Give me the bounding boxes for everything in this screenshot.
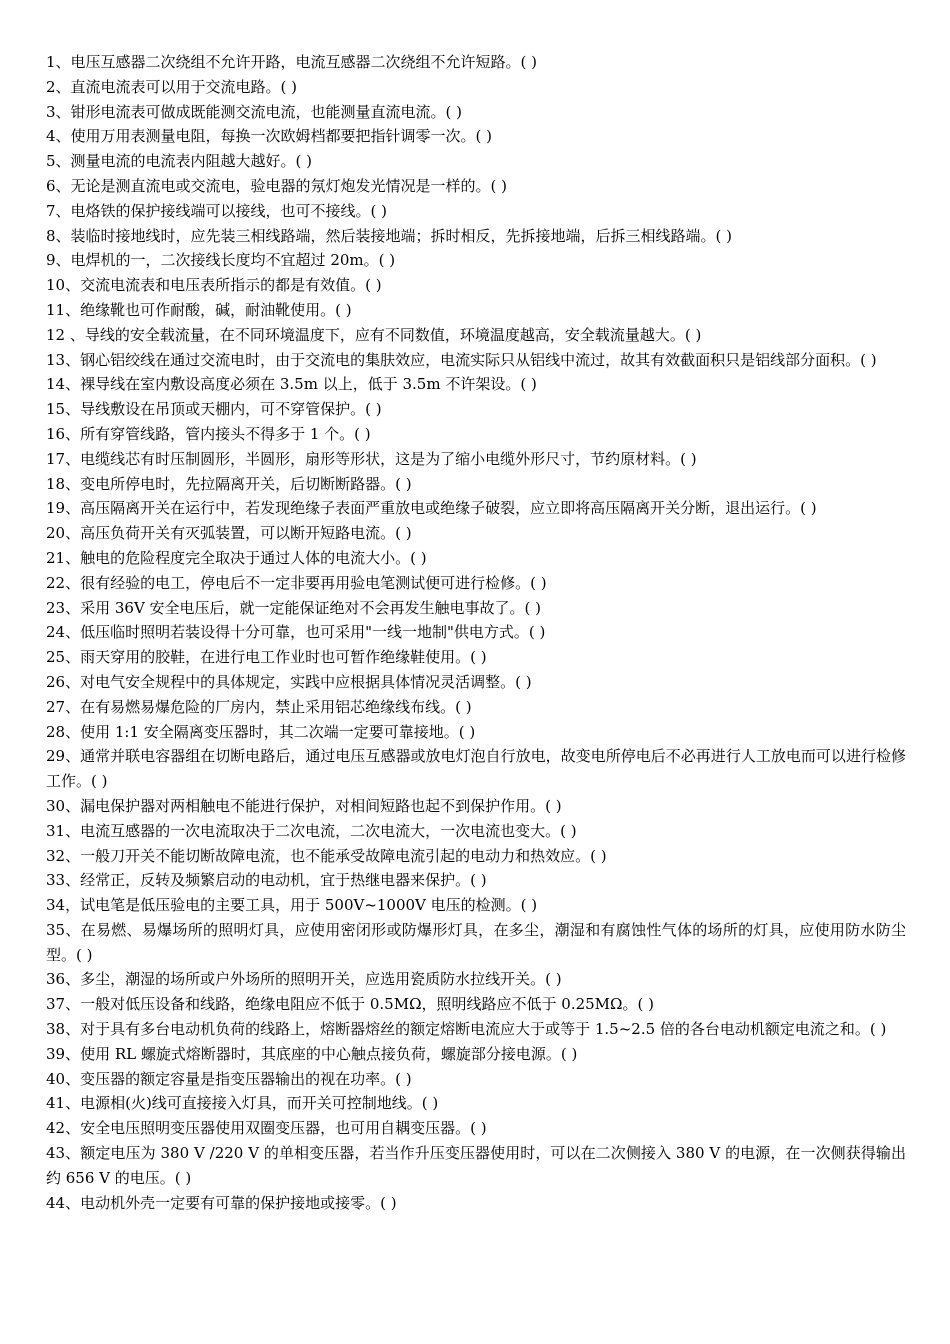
question-item: 30、漏电保护器对两相触电不能进行保护，对相间短路也起不到保护作用。( ) <box>46 796 562 815</box>
question-item: 19、高压隔离开关在运行中，若发现绝缘子表面严重放电或绝缘子破裂，应立即将高压隔离开关分断，退出运行。( ) <box>46 499 817 518</box>
question-item: 17、电缆线芯有时压制圆形，半圆形，扇形等形状，这是为了缩小电缆外形尺寸，节约原材料。( ) <box>46 449 697 468</box>
question-item: 33、经常正，反转及频繁启动的电动机，宜于热继电器来保护。( ) <box>46 871 487 890</box>
question-item: 36、多尘，潮湿的场所或户外场所的照明开关，应选用瓷质防水拉线开关。( ) <box>46 970 562 989</box>
question-item: 28、使用 1:1 安全隔离变压器时，其二次端一定要可靠接地。( ) <box>46 722 476 741</box>
question-item: 38、对于具有多台电动机负荷的线路上，熔断器熔丝的额定熔断电流应大于或等于 1.5~2.5 倍的各台电动机额定电流之和。( ) <box>46 1020 887 1039</box>
question-item: 44、电动机外壳一定要有可靠的保护接地或接零。( ) <box>46 1193 397 1212</box>
question-item: 6、无论是测直流电或交流电，验电器的氖灯炮发光情况是一样的。( ) <box>46 176 508 195</box>
question-item: 27、在有易燃易爆危险的厂房内，禁止采用铝芯绝缘线布线。( ) <box>46 697 472 716</box>
question-item: 9、电焊机的一，二次接线长度均不宜超过 20m。( ) <box>46 251 396 270</box>
question-item: 42、安全电压照明变压器使用双圈变压器，也可用自耦变压器。( ) <box>46 1119 487 1138</box>
question-item: 13、钢心铝绞线在通过交流电时，由于交流电的集肤效应，电流实际只从铝线中流过，故其有效截面积只是铝线部分面积。( ) <box>46 350 877 369</box>
question-item: 43、额定电压为 380 V /220 V 的单相变压器，若当作升压变压器使用时，可以在二次侧接入 380 V 的电源，在一次侧获得输出约 656 V 的电压。( ) <box>46 1144 906 1187</box>
question-item: 20、高压负荷开关有灭弧装置，可以断开短路电流。( ) <box>46 524 412 543</box>
question-item: 22、很有经验的电工，停电后不一定非要再用验电笔测试便可进行检修。( ) <box>46 573 547 592</box>
question-item: 31、电流互感器的一次电流取决于二次电流，二次电流大，一次电流也变大。( ) <box>46 821 577 840</box>
question-item: 24、低压临时照明若装设得十分可靠，也可采用"一线一地制"供电方式。( ) <box>46 623 546 642</box>
question-item: 12 、导线的安全载流量，在不同环境温度下，应有不同数值，环境温度越高，安全载流量越大。( ) <box>46 325 702 344</box>
question-list <box>46 50 906 1215</box>
question-item: 34，试电笔是低压验电的主要工具，用于 500V~1000V 电压的检测。( ) <box>46 896 538 915</box>
question-item: 4、使用万用表测量电阻，每换一次欧姆档都要把指针调零一次。( ) <box>46 127 493 146</box>
question-item: 14、裸导线在室内敷设高度必须在 3.5m 以上，低于 3.5m 不许架设。( ) <box>46 375 537 394</box>
question-item: 40、变压器的额定容量是指变压器输出的视在功率。( ) <box>46 1069 412 1088</box>
question-item: 39、使用 RL 螺旋式熔断器时，其底座的中心触点接负荷，螺旋部分接电源。( ) <box>46 1044 578 1063</box>
question-item: 21、触电的危险程度完全取决于通过人体的电流大小。( ) <box>46 548 427 567</box>
question-item: 11、绝缘靴也可作耐酸，碱，耐油靴使用。( ) <box>46 300 352 319</box>
question-item: 26、对电气安全规程中的具体规定，实践中应根据具体情况灵活调整。( ) <box>46 672 532 691</box>
question-item: 1、电压互感器二次绕组不允许开路，电流互感器二次绕组不允许短路。( ) <box>46 53 538 71</box>
question-item: 10、交流电流表和电压表所指示的都是有效值。( ) <box>46 276 382 295</box>
question-item: 15、导线敷设在吊顶或天棚内，可不穿管保护。( ) <box>46 400 382 419</box>
question-item: 3、钳形电流表可做成既能测交流电流，也能测量直流电流。( ) <box>46 102 463 121</box>
question-item: 8、装临时接地线时，应先装三相线路端，然后装接地端；拆时相反，先拆接地端，后拆三相线路端。( ) <box>46 226 733 245</box>
question-item: 2、直流电流表可以用于交流电路。( ) <box>46 77 298 96</box>
question-item: 16、所有穿管线路，管内接头不得多于 1 个。( ) <box>46 424 371 443</box>
question-item: 35、在易燃、易爆场所的照明灯具，应使用密闭形或防爆形灯具，在多尘，潮湿和有腐蚀性气体的场所的灯具，应使用防水防尘型。( ) <box>46 920 906 964</box>
question-item: 23、采用 36V 安全电压后，就一定能保证绝对不会再发生触电事故了。( ) <box>46 598 542 617</box>
question-item: 32、一般刀开关不能切断故障电流，也不能承受故障电流引起的电动力和热效应。( ) <box>46 846 607 865</box>
question-item: 41、电源相(火)线可直接接入灯具，而开关可控制地线。( ) <box>46 1094 439 1113</box>
question-item: 5、测量电流的电流表内阻越大越好。( ) <box>46 152 313 171</box>
question-item: 25、雨天穿用的胶鞋，在进行电工作业时也可暂作绝缘鞋使用。( ) <box>46 648 487 667</box>
question-item: 7、电烙铁的保护接线端可以接线，也可不接线。( ) <box>46 201 388 220</box>
question-item: 29、通常并联电容器组在切断电路后，通过电压互感器或放电灯泡自行放电，故变电所停电后不必再进行人工放电而可以进行检修工作。( ) <box>46 747 906 791</box>
question-item: 18、变电所停电时，先拉隔离开关，后切断断路器。( ) <box>46 474 412 493</box>
question-item: 37、一般对低压设备和线路，绝缘电阻应不低于 0.5MΩ，照明线路应不低于 0.25MΩ。( ) <box>46 995 654 1014</box>
